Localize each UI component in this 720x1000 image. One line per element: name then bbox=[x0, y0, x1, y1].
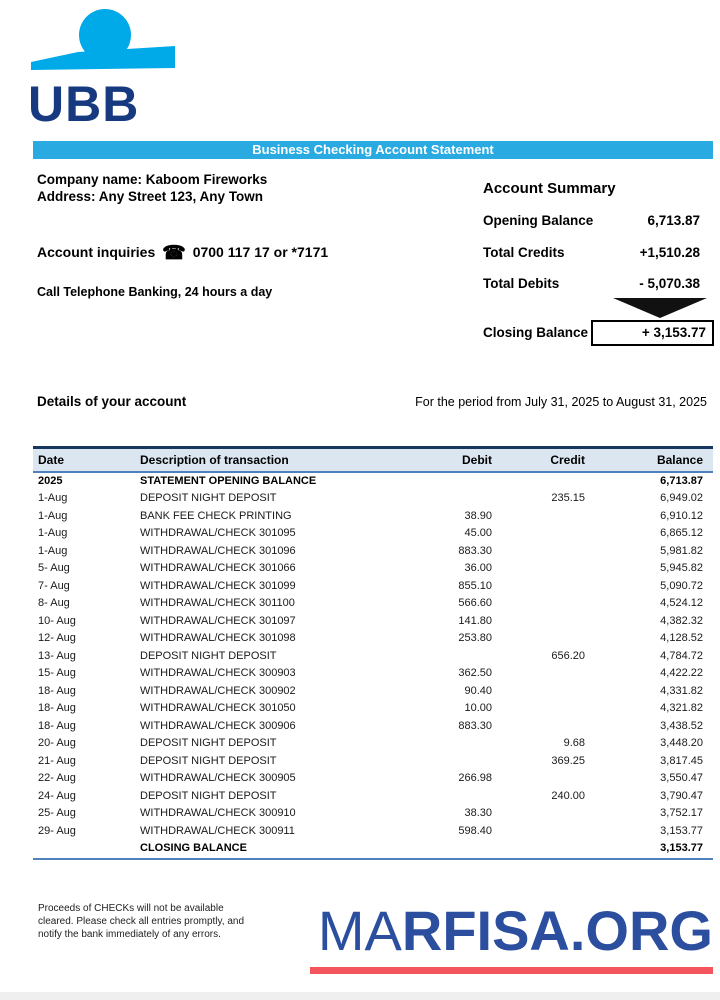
table-row bbox=[33, 840, 713, 859]
table-row bbox=[33, 823, 713, 841]
logo-text: UBB bbox=[28, 76, 140, 132]
cell-debit: 38.90 bbox=[464, 509, 492, 522]
cell-balance: 4,331.82 bbox=[660, 684, 703, 697]
cell-credit bbox=[525, 805, 620, 823]
table-row bbox=[33, 788, 713, 806]
arrow-down-icon bbox=[613, 298, 707, 318]
cell-desc: WITHDRAWAL/CHECK 300911 bbox=[140, 824, 295, 837]
cell-balance: 4,128.52 bbox=[660, 632, 703, 644]
cell-date: 1-Aug bbox=[38, 509, 68, 522]
cell-credit bbox=[525, 613, 620, 631]
cell-desc: WITHDRAWAL/CHECK 301095 bbox=[140, 527, 296, 539]
logo-sun-icon bbox=[79, 9, 131, 61]
cell-desc: WITHDRAWAL/CHECK 300906 bbox=[140, 719, 296, 732]
cell-desc: BANK FEE CHECK PRINTING bbox=[140, 509, 292, 522]
cell-credit bbox=[525, 525, 620, 543]
bottom-strip bbox=[0, 992, 720, 1000]
cell-date: 22- Aug bbox=[38, 772, 76, 784]
cell-credit: 656.20 bbox=[551, 649, 585, 662]
cell-date: 7- Aug bbox=[38, 579, 70, 592]
cell-balance: 3,153.77 bbox=[660, 824, 703, 837]
table-row bbox=[33, 805, 713, 823]
account-summary-heading: Account Summary bbox=[483, 180, 616, 197]
cell-balance: 4,321.82 bbox=[660, 702, 703, 714]
ubb-bank-logo bbox=[28, 8, 178, 133]
table-row bbox=[33, 595, 713, 613]
header-debit: Debit bbox=[462, 452, 492, 467]
table-row bbox=[33, 735, 713, 753]
cell-date: 18- Aug bbox=[38, 684, 76, 697]
cell-debit: 90.40 bbox=[464, 684, 492, 697]
statement-period: For the period from July 31, 2025 to August 31, 2025 bbox=[415, 395, 707, 409]
cell-date: 15- Aug bbox=[38, 667, 76, 679]
cell-debit: 38.30 bbox=[464, 807, 492, 819]
cell-balance: 6,910.12 bbox=[660, 509, 703, 522]
cell-date bbox=[33, 840, 135, 859]
cell-balance: 3,752.17 bbox=[660, 807, 703, 819]
cell-balance: 6,949.02 bbox=[660, 492, 703, 504]
transaction-rows bbox=[33, 472, 713, 859]
table-row bbox=[33, 560, 713, 578]
table-row bbox=[33, 525, 713, 543]
cell-debit: 566.60 bbox=[458, 597, 492, 609]
telephone-banking-line: Call Telephone Banking, 24 hours a day bbox=[37, 285, 273, 299]
cell-desc: CLOSING BALANCE bbox=[140, 842, 247, 854]
cell-desc: DEPOSIT NIGHT DEPOSIT bbox=[140, 754, 277, 767]
cell-balance: 5,090.72 bbox=[660, 579, 703, 592]
cell-debit: 883.30 bbox=[458, 544, 492, 557]
cell-debit bbox=[420, 788, 525, 806]
cell-date: 18- Aug bbox=[38, 702, 76, 714]
cell-date: 10- Aug bbox=[38, 614, 76, 627]
cell-debit: 10.00 bbox=[464, 702, 492, 714]
table-row bbox=[33, 753, 713, 771]
table-row bbox=[33, 543, 713, 561]
summary-value: +1,510.28 bbox=[639, 245, 700, 260]
summary-value: - 5,070.38 bbox=[639, 276, 700, 291]
cell-credit bbox=[525, 472, 620, 491]
cell-credit: 369.25 bbox=[551, 754, 585, 767]
cell-desc: WITHDRAWAL/CHECK 300902 bbox=[140, 684, 296, 697]
summary-row-credits bbox=[483, 245, 707, 260]
cell-date: 18- Aug bbox=[38, 719, 76, 732]
notice-line: Proceeds of CHECKs will not be available bbox=[38, 903, 224, 914]
table-row bbox=[33, 472, 713, 491]
cell-desc: DEPOSIT NIGHT DEPOSIT bbox=[140, 492, 277, 504]
cell-debit: 141.80 bbox=[458, 614, 492, 627]
cell-debit bbox=[420, 490, 525, 508]
cell-credit bbox=[525, 770, 620, 788]
table-row bbox=[33, 613, 713, 631]
cell-debit: 855.10 bbox=[458, 579, 492, 592]
cell-date: 25- Aug bbox=[38, 807, 76, 819]
cell-desc: WITHDRAWAL/CHECK 300905 bbox=[140, 772, 296, 784]
cell-desc: WITHDRAWAL/CHECK 301066 bbox=[140, 562, 296, 574]
cell-credit bbox=[525, 508, 620, 526]
marfisa-watermark bbox=[317, 899, 713, 962]
cell-date: 20- Aug bbox=[38, 737, 76, 749]
cell-date: 24- Aug bbox=[38, 789, 76, 802]
notice-line: notify the bank immediately of any errors. bbox=[38, 929, 221, 940]
cell-date: 13- Aug bbox=[38, 649, 76, 662]
table-row bbox=[33, 718, 713, 736]
cell-desc: WITHDRAWAL/CHECK 301100 bbox=[140, 597, 295, 609]
watermark-light-part: MA bbox=[317, 899, 402, 962]
cell-balance: 4,524.12 bbox=[660, 597, 703, 609]
cell-desc: STATEMENT OPENING BALANCE bbox=[140, 474, 317, 487]
notice-line: cleared. Please check all entries promptly, and bbox=[38, 916, 245, 927]
cell-debit: 362.50 bbox=[458, 667, 492, 679]
cell-date: 5- Aug bbox=[38, 562, 70, 574]
summary-label: Total Debits bbox=[483, 276, 560, 291]
closing-balance-value: + 3,153.77 bbox=[591, 320, 714, 346]
inquiries-label: Account inquiries bbox=[37, 244, 156, 260]
cell-desc: WITHDRAWAL/CHECK 301050 bbox=[140, 702, 296, 714]
table-row bbox=[33, 490, 713, 508]
cell-credit bbox=[525, 578, 620, 596]
cell-credit bbox=[525, 595, 620, 613]
cell-date: 21- Aug bbox=[38, 754, 76, 767]
cell-balance: 3,438.52 bbox=[660, 719, 703, 732]
cell-desc: WITHDRAWAL/CHECK 301097 bbox=[140, 614, 296, 627]
summary-label: Opening Balance bbox=[483, 213, 594, 228]
cell-desc: WITHDRAWAL/CHECK 301096 bbox=[140, 544, 296, 557]
cell-credit bbox=[525, 543, 620, 561]
company-name-line: Company name: Kaboom Fireworks bbox=[37, 172, 268, 187]
cell-credit: 9.68 bbox=[563, 737, 585, 749]
cell-desc: WITHDRAWAL/CHECK 300910 bbox=[140, 807, 296, 819]
cell-debit: 266.98 bbox=[458, 772, 492, 784]
closing-balance-label: Closing Balance bbox=[483, 325, 589, 340]
cell-balance: 3,790.47 bbox=[660, 789, 703, 802]
cell-credit bbox=[525, 718, 620, 736]
cell-date: 2025 bbox=[38, 474, 63, 487]
cell-balance: 5,981.82 bbox=[660, 544, 703, 557]
cell-date: 8- Aug bbox=[38, 597, 70, 609]
cell-debit bbox=[420, 472, 525, 491]
cell-desc: DEPOSIT NIGHT DEPOSIT bbox=[140, 649, 277, 662]
cell-date: 1-Aug bbox=[38, 492, 68, 504]
table-row bbox=[33, 770, 713, 788]
cell-balance: 6,865.12 bbox=[660, 527, 703, 539]
cell-credit bbox=[525, 700, 620, 718]
cell-credit bbox=[525, 560, 620, 578]
footer-notice bbox=[38, 902, 244, 941]
cell-balance: 4,422.22 bbox=[660, 667, 703, 679]
table-row bbox=[33, 648, 713, 666]
cell-credit bbox=[525, 665, 620, 683]
account-inquiries-line bbox=[37, 242, 328, 265]
cell-desc: WITHDRAWAL/CHECK 301099 bbox=[140, 579, 296, 592]
company-info bbox=[37, 172, 267, 205]
cell-debit bbox=[420, 735, 525, 753]
cell-balance: 3,153.77 bbox=[660, 842, 703, 854]
header-credit: Credit bbox=[550, 452, 585, 467]
details-heading: Details of your account bbox=[37, 394, 187, 409]
table-header-row bbox=[33, 448, 713, 472]
cell-balance: 3,550.47 bbox=[660, 772, 703, 784]
watermark-underline bbox=[310, 967, 713, 974]
cell-balance: 3,448.20 bbox=[660, 737, 703, 749]
cell-credit bbox=[525, 630, 620, 648]
cell-credit bbox=[525, 683, 620, 701]
cell-debit bbox=[420, 648, 525, 666]
cell-debit: 45.00 bbox=[464, 527, 492, 539]
cell-desc: DEPOSIT NIGHT DEPOSIT bbox=[140, 737, 277, 749]
cell-credit: 240.00 bbox=[551, 789, 585, 802]
cell-credit bbox=[525, 823, 620, 841]
summary-label: Total Credits bbox=[483, 245, 565, 260]
transactions-table bbox=[33, 446, 713, 860]
cell-date: 29- Aug bbox=[38, 824, 76, 837]
cell-debit bbox=[420, 840, 525, 859]
summary-row-debits bbox=[483, 276, 707, 291]
cell-desc: WITHDRAWAL/CHECK 300903 bbox=[140, 667, 296, 679]
cell-debit: 36.00 bbox=[464, 562, 492, 574]
header-description: Description of transaction bbox=[140, 452, 289, 467]
cell-balance: 6,713.87 bbox=[660, 474, 703, 487]
table-row bbox=[33, 665, 713, 683]
cell-balance: 4,784.72 bbox=[660, 649, 703, 662]
table-row bbox=[33, 578, 713, 596]
cell-balance: 5,945.82 bbox=[660, 562, 703, 574]
table-row bbox=[33, 683, 713, 701]
watermark-bold-part: RFISA.ORG bbox=[401, 899, 713, 962]
summary-row-opening bbox=[483, 213, 707, 228]
statement-title-bar: Business Checking Account Statement bbox=[33, 141, 713, 159]
table-row bbox=[33, 700, 713, 718]
phone-icon: ☎ bbox=[162, 243, 186, 264]
company-address-line: Address: Any Street 123, Any Town bbox=[37, 188, 264, 204]
cell-credit: 235.15 bbox=[551, 492, 585, 504]
cell-desc: WITHDRAWAL/CHECK 301098 bbox=[140, 632, 296, 644]
cell-balance: 4,382.32 bbox=[660, 614, 703, 627]
cell-credit bbox=[525, 840, 620, 859]
table-row bbox=[33, 630, 713, 648]
header-balance: Balance bbox=[656, 452, 703, 467]
cell-debit: 253.80 bbox=[458, 632, 492, 644]
cell-debit: 598.40 bbox=[458, 824, 492, 837]
cell-balance: 3,817.45 bbox=[660, 754, 703, 767]
header-date: Date bbox=[38, 452, 65, 467]
cell-desc: DEPOSIT NIGHT DEPOSIT bbox=[140, 789, 277, 802]
cell-date: 1-Aug bbox=[38, 527, 68, 539]
cell-date: 1-Aug bbox=[38, 544, 68, 557]
cell-date: 12- Aug bbox=[38, 632, 76, 644]
phone-numbers: 0700 117 17 or *7171 bbox=[192, 244, 329, 260]
table-row bbox=[33, 508, 713, 526]
cell-debit bbox=[420, 753, 525, 771]
summary-value: 6,713.87 bbox=[647, 213, 700, 228]
cell-debit: 883.30 bbox=[458, 719, 492, 732]
